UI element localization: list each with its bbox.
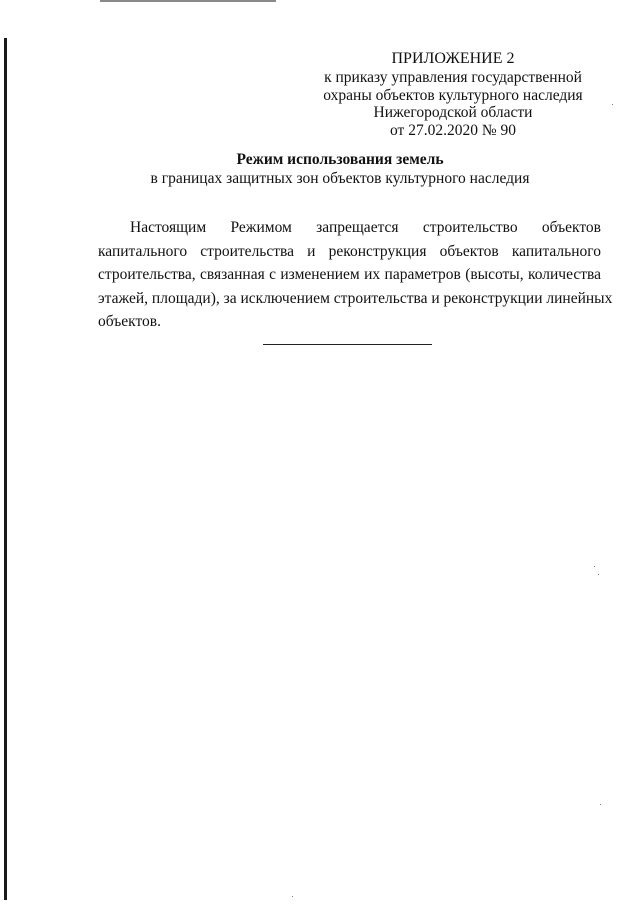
appendix-header [300, 49, 606, 139]
scan-speck [598, 574, 599, 575]
body-line: этажей, площади), за исключением строительства и реконструкции линейных [98, 289, 613, 307]
scan-artifact-left-edge [4, 38, 7, 900]
scan-artifact-top-line [100, 0, 276, 2]
scan-speck [600, 804, 601, 805]
appendix-line: Нижегородской области [373, 104, 533, 121]
regime-title: Режим использования земель [236, 151, 444, 168]
body-line: Настоящим Режимом запрещается строительство объектов [130, 219, 601, 236]
appendix-line: к приказу управления государственной [324, 69, 582, 86]
regime-heading [40, 150, 640, 188]
regime-subtitle: в границах защитных зон объектов культурного наследия [150, 170, 530, 187]
scan-speck [612, 104, 613, 105]
scan-speck [594, 566, 595, 567]
appendix-line: охраны объектов культурного наследия [323, 86, 583, 104]
body-paragraph [98, 216, 613, 334]
body-line: капитального строительства и реконструкция объектов капитального [98, 242, 601, 260]
appendix-date-number: от 27.02.2020 № 90 [390, 121, 516, 139]
body-line: объектов. [98, 313, 161, 330]
scan-speck [292, 896, 293, 897]
end-rule-divider [263, 344, 432, 345]
body-line: строительства, связанная с изменением их параметров (высоты, количества [98, 266, 601, 283]
appendix-title: ПРИЛОЖЕНИЕ 2 [391, 50, 515, 67]
